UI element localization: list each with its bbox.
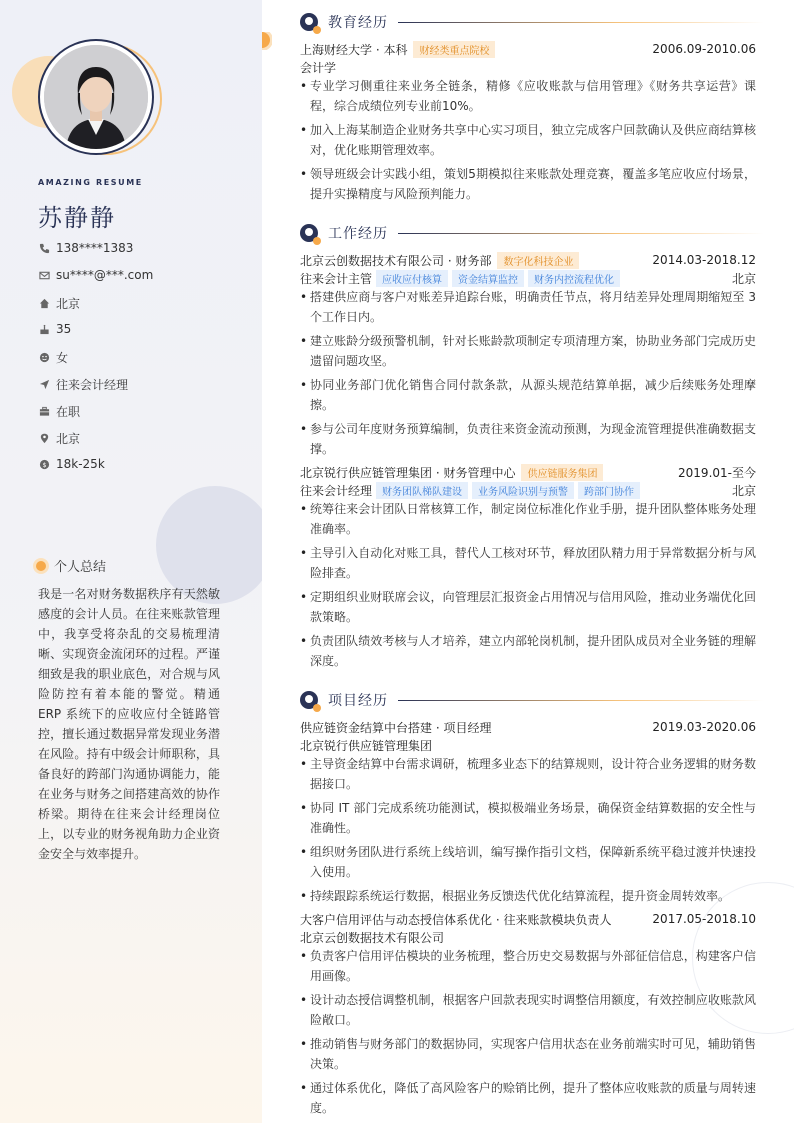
info-text: 18k-25k xyxy=(56,457,105,471)
list-item: • 专业学习侧重往来业务全链条，精修《应收账款与信用管理》《财务共享运营》课程，综合成绩位列专业前10%。 xyxy=(300,76,756,116)
profile-photo xyxy=(38,39,154,155)
section-title: 工作经历 xyxy=(328,226,388,242)
list-item: • 负责团队绩效考核与人才培养，建立内部轮岗机制，提升团队成员对全业务链的理解深度。 xyxy=(300,631,756,671)
major: 会计学 xyxy=(300,60,337,75)
education-date: 2006.09-2010.06 xyxy=(652,42,756,56)
job-role: 往来会计经理 xyxy=(300,483,373,498)
list-item: • 领导班级会计实践小组，策划5期模拟往来账款处理竞赛，覆盖多笔应收应付场景，提升实操精度与风险预判能力。 xyxy=(300,164,756,204)
summary-heading xyxy=(36,556,106,575)
section-header-work xyxy=(300,223,794,243)
section-header-projects xyxy=(300,690,794,710)
school-name: 上海财经大学 · 本科 xyxy=(300,42,408,57)
project-header xyxy=(300,718,756,736)
skill-tag: 业务风险识别与预警 xyxy=(472,482,574,499)
job-bullets xyxy=(300,499,756,675)
info-text: su****@***.com xyxy=(56,268,154,282)
list-item: • 搭建供应商与客户对账差异追踪台账，明确责任节点，将月结差异处理周期缩短至 3 个工作日内。 xyxy=(300,287,756,327)
skill-tag: 财务团队梯队建设 xyxy=(376,482,468,499)
project-bullets xyxy=(300,946,756,1122)
section-title: 教育经历 xyxy=(328,15,388,31)
project-org-row xyxy=(300,928,756,946)
project-name: 大客户信用评估与动态授信体系优化 · 往来账款模块负责人 xyxy=(300,912,612,927)
list-item: • 通过体系优化，降低了高风险客户的赊销比例，提升了整体应收账款的质量与周转速度。 xyxy=(300,1078,756,1118)
info-text: 女 xyxy=(56,351,69,365)
project-org-row xyxy=(300,736,756,754)
list-item: • 设计动态授信调整机制，根据客户回款表现实时调整信用额度，有效控制应收账款风险敞口。 xyxy=(300,990,756,1030)
list-item: • 统筹往来会计团队日常核算工作，制定岗位标准化作业手册，提升团队整体账务处理准确率。 xyxy=(300,499,756,539)
list-item: • 参与公司年度财务预算编制，负责往来资金流动预测，为现金流管理提供准确数据支撑。 xyxy=(300,419,756,459)
skill-tag: 资金结算监控 xyxy=(452,270,524,287)
sidebar xyxy=(0,0,262,1123)
info-status xyxy=(38,403,80,420)
job-date: 2014.03-2018.12 xyxy=(652,253,756,267)
job-city: 北京 xyxy=(731,483,756,498)
list-item: • 建立账龄分级预警机制，针对长账龄款项制定专项清理方案，协助业务部门完成历史遗留问题攻坚。 xyxy=(300,331,756,371)
phone-icon xyxy=(38,242,50,254)
info-phone xyxy=(38,241,133,255)
list-item: • 主导资金结算中台需求调研，梳理多业态下的结算规则，设计符合业务逻辑的财务数据接口。 xyxy=(300,754,756,794)
candidate-name: 苏静静 xyxy=(38,204,116,232)
list-item: • 协同 IT 部门完成系统功能测试，模拟极端业务场景，确保资金结算数据的安全性与准确性。 xyxy=(300,798,756,838)
info-text: 往来会计经理 xyxy=(56,378,129,392)
list-item: • 协同业务部门优化销售合同付款条款，从源头规范结算单据，减少后续账务处理摩擦。 xyxy=(300,375,756,415)
avatar-icon xyxy=(44,45,148,149)
section-icon xyxy=(300,224,318,242)
project-name: 供应链资金结算中台搭建 · 项目经理 xyxy=(300,720,492,735)
list-item: • 持续跟踪系统运行数据，根据业务反馈迭代优化结算流程，提升资金周转效率。 xyxy=(300,886,756,906)
company-name: 北京云创数据技术有限公司 · 财务部 xyxy=(300,253,492,268)
job-header xyxy=(300,251,756,269)
location-icon xyxy=(38,433,50,445)
mail-icon xyxy=(38,269,50,281)
skill-tag: 跨部门协作 xyxy=(578,482,640,499)
info-salary xyxy=(38,457,105,471)
section-divider xyxy=(398,22,764,23)
section-icon xyxy=(300,13,318,31)
salary-icon xyxy=(38,458,50,470)
bullet-dot-icon xyxy=(36,561,46,571)
project-org: 北京锐行供应链管理集团 xyxy=(300,738,433,753)
skill-tag: 财务内控流程优化 xyxy=(528,270,620,287)
info-text: 北京 xyxy=(56,432,81,446)
summary-text: 我是一名对财务数据秩序有天然敏感度的会计人员。在往来账款管理中，我享受将杂乱的交易梳理清晰、实现资金流闭环的过程。严谨细致是我的职业底色，对合规与风险防控有着本能的警觉。精通 ERP 系统下的应收应付全链路管控，擅长通过数据异常发现业务潜在风险。持有中级会计师职称，具备良好的跨部门沟通协调能力，能在业务与财务之间搭建高效的协作桥梁。期待在往来会计经理岗位上，以专业的财务视角助力企业资金安全与效率提升。 xyxy=(38,587,220,861)
home-icon xyxy=(38,298,50,310)
info-location xyxy=(38,295,80,312)
summary-title: 个人总结 xyxy=(54,560,107,575)
company-name: 北京锐行供应链管理集团 · 财务管理中心 xyxy=(300,465,516,480)
main-content xyxy=(262,0,794,1123)
info-email xyxy=(38,268,153,282)
project-date: 2019.03-2020.06 xyxy=(652,720,756,734)
list-item: • 主导引入自动化对账工具，替代人工核对环节，释放团队精力用于异常数据分析与风险排查。 xyxy=(300,543,756,583)
info-age xyxy=(38,322,71,336)
project-date: 2017.05-2018.10 xyxy=(652,912,756,926)
briefcase-icon xyxy=(38,406,50,418)
resume-tagline: AMAZING RESUME xyxy=(38,178,143,187)
education-bullets xyxy=(300,76,756,208)
job-role: 往来会计主管 xyxy=(300,271,373,286)
info-target-city xyxy=(38,430,80,447)
info-text: 35 xyxy=(56,322,72,336)
company-badge: 数字化科技企业 xyxy=(497,252,579,269)
svg-text:$: $ xyxy=(41,460,47,469)
info-text: 在职 xyxy=(56,405,81,419)
company-badge: 供应链服务集团 xyxy=(521,464,603,481)
list-item: • 定期组织业财联席会议，向管理层汇报资金占用情况与信用风险，推动业务端优化回款策略。 xyxy=(300,587,756,627)
info-target-position xyxy=(38,376,128,393)
school-badge: 财经类重点院校 xyxy=(413,41,495,58)
project-bullets xyxy=(300,754,756,910)
list-item: • 推动销售与财务部门的数据协同，实现客户信用状态在业务前端实时可见，辅助销售决策。 xyxy=(300,1034,756,1074)
education-major-row xyxy=(300,58,756,76)
list-item: • 组织财务团队进行系统上线培训，编写操作指引文档，保障新系统平稳过渡并快速投入使用。 xyxy=(300,842,756,882)
job-role-row xyxy=(300,481,756,499)
skill-tag: 应收应付核算 xyxy=(376,270,448,287)
gender-icon xyxy=(38,352,50,364)
section-divider xyxy=(398,700,764,701)
list-item: • 负责客户信用评估模块的业务梳理，整合历史交易数据与外部征信信息，构建客户信用画像。 xyxy=(300,946,756,986)
send-icon xyxy=(38,379,50,391)
section-icon xyxy=(300,691,318,709)
section-divider xyxy=(398,233,764,234)
job-date: 2019.01-至今 xyxy=(678,465,756,480)
list-item: • 加入上海某制造企业财务共享中心实习项目，独立完成客户回款确认及供应商结算核对，优化账期管理效率。 xyxy=(300,120,756,160)
job-header xyxy=(300,463,756,481)
section-header-education xyxy=(300,12,794,32)
project-header xyxy=(300,910,756,928)
info-gender xyxy=(38,349,68,366)
info-text: 北京 xyxy=(56,297,81,311)
cake-icon xyxy=(38,323,50,335)
job-bullets xyxy=(300,287,756,463)
info-text: 138****1383 xyxy=(56,241,134,255)
job-city: 北京 xyxy=(731,271,756,286)
job-role-row xyxy=(300,269,756,287)
section-title: 项目经历 xyxy=(328,693,388,709)
project-org: 北京云创数据技术有限公司 xyxy=(300,930,445,945)
education-row xyxy=(300,40,756,58)
